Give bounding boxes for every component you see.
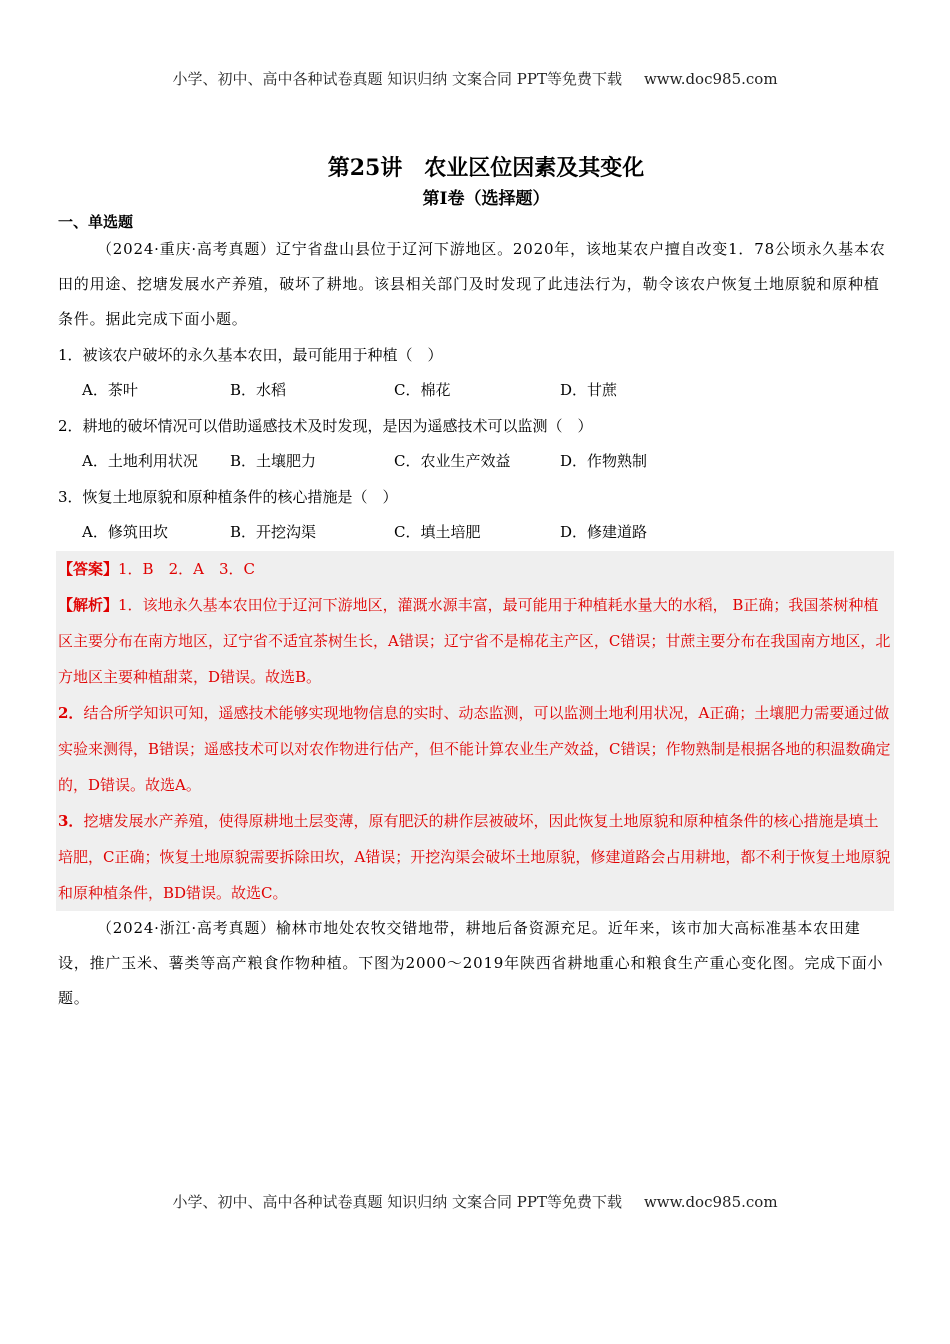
- analysis-3-num: 3．: [58, 812, 84, 830]
- question-1-options: [58, 373, 892, 408]
- option-a: A．修筑田坎: [82, 523, 168, 541]
- page-footer: [0, 1191, 950, 1212]
- option-d: D．甘蔗: [560, 381, 618, 399]
- option-c: C．棉花: [394, 381, 451, 399]
- question-3-stem: 3．恢复土地原貌和原种植条件的核心措施是（ ）: [58, 488, 398, 506]
- page-subtitle: 第I卷（选择题）: [422, 189, 550, 209]
- option-b: B．水稻: [230, 381, 287, 399]
- analysis-tag: 【解析】: [58, 596, 119, 614]
- analysis-2-num: 2．: [58, 704, 84, 722]
- option-c: C．农业生产效益: [394, 452, 511, 470]
- question-1-stem: 1．被该农户破坏的永久基本农田，最可能用于种植（ ）: [58, 346, 443, 364]
- answer-line: [58, 551, 892, 587]
- section-heading: 一、单选题: [58, 213, 134, 231]
- group2-intro: （2024·浙江·高考真题）榆林市地处农牧交错地带，耕地后备资源充足。近年来，该市加大高标准基本农田建设，推广玉米、薯类等高产粮食作物种植。下图为2000～2019年陕西省耕地重心和粮食生产重心变化图。完成下面小题。: [58, 919, 884, 1007]
- question-2-options: [58, 444, 892, 479]
- footer-url[interactable]: www.doc985.com: [643, 1193, 778, 1211]
- answer-block: [56, 551, 894, 911]
- analysis-1-num: 1．: [118, 596, 143, 614]
- document-body: [58, 150, 892, 1016]
- analysis-2-text: 结合所学知识可知，遥感技术能够实现地物信息的实时、动态监测，可以监测土地利用状况，A正确；土壤肥力需要通过做实验来测得，B错误；遥感技术可以对农作物进行估产，但不能计算农业生产效益，C错误；作物熟制是根据各地的积温数确定的，D错误。故选A。: [58, 704, 891, 794]
- option-a: A．茶叶: [82, 381, 138, 399]
- option-c: C．填土培肥: [394, 523, 481, 541]
- analysis-1-text: 该地永久基本农田位于辽河下游地区，灌溉水源丰富，最可能用于种植耗水量大的水稻， B正确；我国茶树种植区主要分布在南方地区，辽宁省不适宜茶树生长，A错误；辽宁省不是棉花主产区，C错误；甘蔗主要分布在我国南方地区，北方地区主要种植甜菜，D错误。故选B。: [58, 596, 891, 686]
- analysis-paragraph-1: [58, 587, 892, 695]
- option-d: D．修建道路: [560, 523, 648, 541]
- page-title: 第25讲 农业区位因素及其变化: [327, 155, 645, 181]
- analysis-3-text: 挖塘发展水产养殖，使得原耕地土层变薄，原有肥沃的耕作层被破坏，因此恢复土地原貌和原种植条件的核心措施是填土培肥，C正确；恢复土地原貌需要拆除田坎，A错误；开挖沟渠会破坏土地原貌，修建道路会占用耕地，都不利于恢复土地原貌和原种植条件，BD错误。故选C。: [58, 812, 891, 902]
- question-3-options: [58, 515, 892, 550]
- option-a: A．土地利用状况: [82, 452, 198, 470]
- answer-tag: 【答案】: [58, 560, 119, 578]
- header-text: 小学、初中、高中各种试卷真题 知识归纳 文案合同 PPT等免费下载: [172, 70, 622, 88]
- group1-intro: （2024·重庆·高考真题）辽宁省盘山县位于辽河下游地区。2020年，该地某农户擅自改变1．78公顷永久基本农田的用途、挖塘发展水产养殖，破坏了耕地。该县相关部门及时发现了此违法行为，勒令该农户恢复土地原貌和原种植条件。据此完成下面小题。: [58, 240, 886, 328]
- answer-text: 1．B 2．A 3．C: [118, 560, 255, 578]
- page-header: [0, 68, 950, 89]
- option-d: D．作物熟制: [560, 452, 648, 470]
- option-b: B．开挖沟渠: [230, 523, 317, 541]
- analysis-paragraph-2: [58, 695, 892, 803]
- analysis-paragraph-3: [58, 803, 892, 911]
- header-url[interactable]: www.doc985.com: [643, 70, 778, 88]
- footer-text: 小学、初中、高中各种试卷真题 知识归纳 文案合同 PPT等免费下载: [172, 1193, 622, 1211]
- option-b: B．土壤肥力: [230, 452, 317, 470]
- question-2-stem: 2．耕地的破坏情况可以借助遥感技术及时发现，是因为遥感技术可以监测（ ）: [58, 417, 593, 435]
